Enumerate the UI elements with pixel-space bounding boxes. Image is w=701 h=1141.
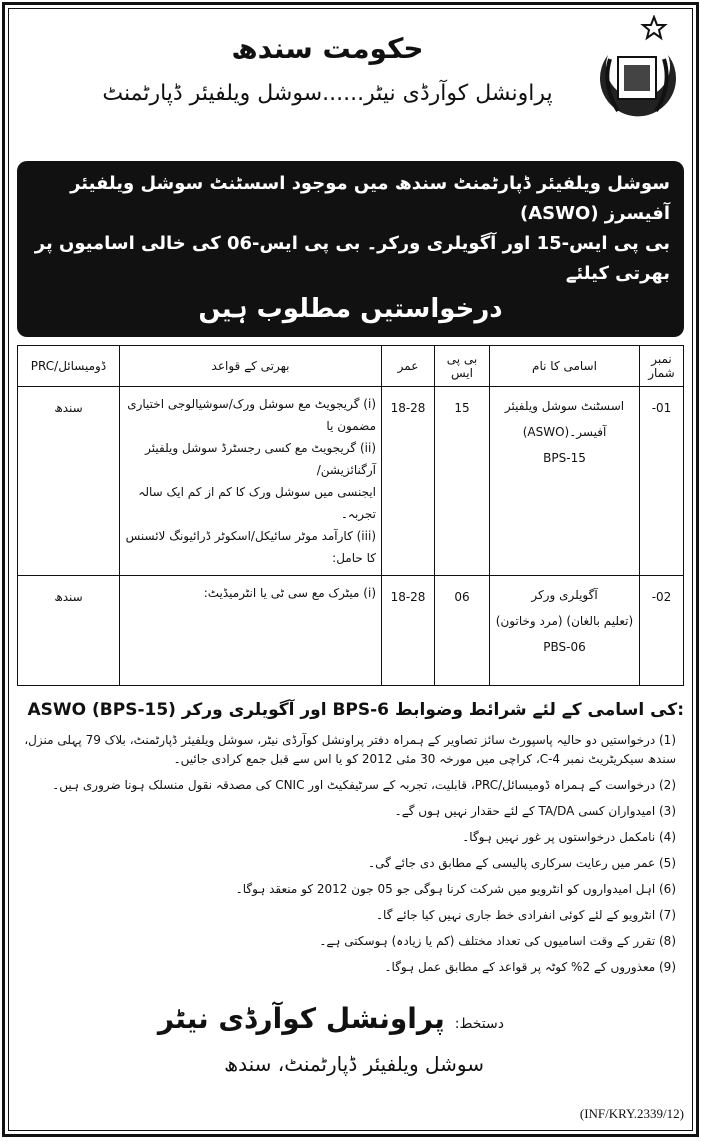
vacancies-table <box>17 345 684 686</box>
reference-code: (INF/KRY.2339/12) <box>579 1106 684 1121</box>
cell-age: 18-28 <box>382 387 435 576</box>
condition-item: (9) معذوروں کے 2% کوٹہ پر قواعد کے مطابق عمل ہوگا۔ <box>384 960 676 974</box>
condition-item: (4) نامکمل درخواستوں پر غور نہیں ہوگا۔ <box>462 830 676 844</box>
signature-label: دستخط: <box>454 1016 504 1032</box>
condition-item: (8) تقرر کے وقت اسامیوں کی تعداد مختلف (کم یا زیادہ) ہوسکتی ہے۔ <box>319 934 676 948</box>
signature-block <box>17 999 684 1039</box>
rule-line: (iii) کارآمد موٹر سائیکل/اسکوٹر ڈرائیونگ لائسنس کا حامل: <box>125 529 376 565</box>
rule-line: (i) میٹرک مع سی ٹی یا انٹرمیڈیٹ: <box>203 586 376 600</box>
cell-rules <box>120 387 382 576</box>
table-header-row <box>18 346 684 387</box>
banner-line-3: درخواستیں مطلوب ہیں <box>198 294 503 324</box>
cell-domicile: سندھ <box>18 387 120 576</box>
col-header-serial: نمبر شمار <box>640 346 684 387</box>
condition-item: (3) امیدواران کسی TA/DA کے لئے حقدار نہیں ہوں گے۔ <box>394 804 676 818</box>
cell-age: 18-28 <box>382 576 435 686</box>
condition-item: (6) اہل امیدواروں کو انٹرویو میں شرکت کرنا ہوگی جو 05 جون 2012 کو منعقد ہوگا۔ <box>235 882 676 896</box>
post-name-line: آگویلری ورکر <box>531 588 598 602</box>
cell-post <box>490 387 640 576</box>
post-name-line: BPS-15 <box>543 451 586 465</box>
post-name-line: (تعلیم بالغان) (مرد وخاتون) <box>495 614 634 628</box>
table-row <box>18 576 684 686</box>
condition-item: (2) درخواست کے ہمراہ ڈومیسائل/PRC، قابلیت، تجربہ کے سرٹیفکیٹ اور CNIC کی مصدقہ نقول منسلک ہونا ضروری ہیں۔ <box>52 778 676 792</box>
header-title: حکومت سندھ <box>231 32 424 65</box>
header <box>17 15 684 155</box>
rule-line: (ii) گریجویٹ مع کسی رجسٹرڈ سوشل ویلفیئر آرگنائزیشن/ <box>145 441 376 477</box>
col-header-bps: بی پی ایس <box>435 346 490 387</box>
condition-item: (5) عمر میں رعایت سرکاری پالیسی کے مطابق دی جائے گی۔ <box>368 856 676 870</box>
signature-title: پراونشل کوآرڈی نیٹر <box>157 1002 445 1035</box>
outer-border <box>2 2 699 1137</box>
cell-serial: 02- <box>640 576 684 686</box>
rule-line: ایجنسی میں سوشل ورک کا کم از کم ایک سالہ تجربہ۔ <box>138 485 376 521</box>
announcement-banner <box>17 161 684 337</box>
post-name-line: آفیسر۔(ASWO) <box>522 425 607 439</box>
table-row <box>18 387 684 576</box>
post-name-line: PBS-06 <box>543 640 586 654</box>
cell-domicile: سندھ <box>18 576 120 686</box>
condition-item: (7) انٹرویو کے لئے کوئی انفرادی خط جاری نہیں کیا جائے گا۔ <box>376 908 676 922</box>
banner-line-1: سوشل ویلفیئر ڈپارٹمنٹ سندھ میں موجود اسسٹنٹ سوشل ویلفیئر آفیسرز (ASWO) <box>70 173 670 224</box>
cell-serial: 01- <box>640 387 684 576</box>
header-subtitle: پراونشل کوآرڈی نیٹر......سوشل ویلفیئر ڈپارٹمنٹ <box>102 81 553 106</box>
col-header-rules: بھرتی کے قواعد <box>120 346 382 387</box>
conditions-heading: ASWO (BPS-15) اور آگویلری ورکر BPS-6 کی اسامی کے لئے شرائط وضوابط: <box>27 700 684 720</box>
inner-border <box>8 8 693 1131</box>
col-header-post: اسامی کا نام <box>490 346 640 387</box>
sindh-government-emblem-icon <box>588 15 684 141</box>
header-text <box>17 15 588 111</box>
cell-bps: 06 <box>435 576 490 686</box>
post-name-line: اسسٹنٹ سوشل ویلفیئر <box>504 399 625 413</box>
cell-bps: 15 <box>435 387 490 576</box>
rule-line: (i) گریجویٹ مع سوشل ورک/سوشیالوجی اختیاری مضمون یا <box>127 397 376 433</box>
condition-item: (1) درخواستیں دو حالیہ پاسپورٹ سائز تصاویر کے ہمراہ دفتر پراونشل کوآرڈی نیٹر، سوشل ویلفیئر ڈپارٹمنٹ، بلاک 79 پہلی منزل، سندھ سیکریٹریٹ نمبر C-4، کراچی میں مورخہ 30 مئی 2012 کو یا اس سے قبل جمع کرادی جائیں۔ <box>24 733 676 766</box>
banner-line-2: بی پی ایس-15 اور آگویلری ورکر۔ بی پی ایس-06 کی خالی اسامیوں پر بھرتی کیلئے <box>34 233 670 284</box>
cell-post <box>490 576 640 686</box>
col-header-domicile: ڈومیسائل/PRC <box>18 346 120 387</box>
col-header-age: عمر <box>382 346 435 387</box>
signature-department: سوشل ویلفیئر ڈپارٹمنٹ، سندھ <box>224 1052 484 1076</box>
cell-rules <box>120 576 382 686</box>
